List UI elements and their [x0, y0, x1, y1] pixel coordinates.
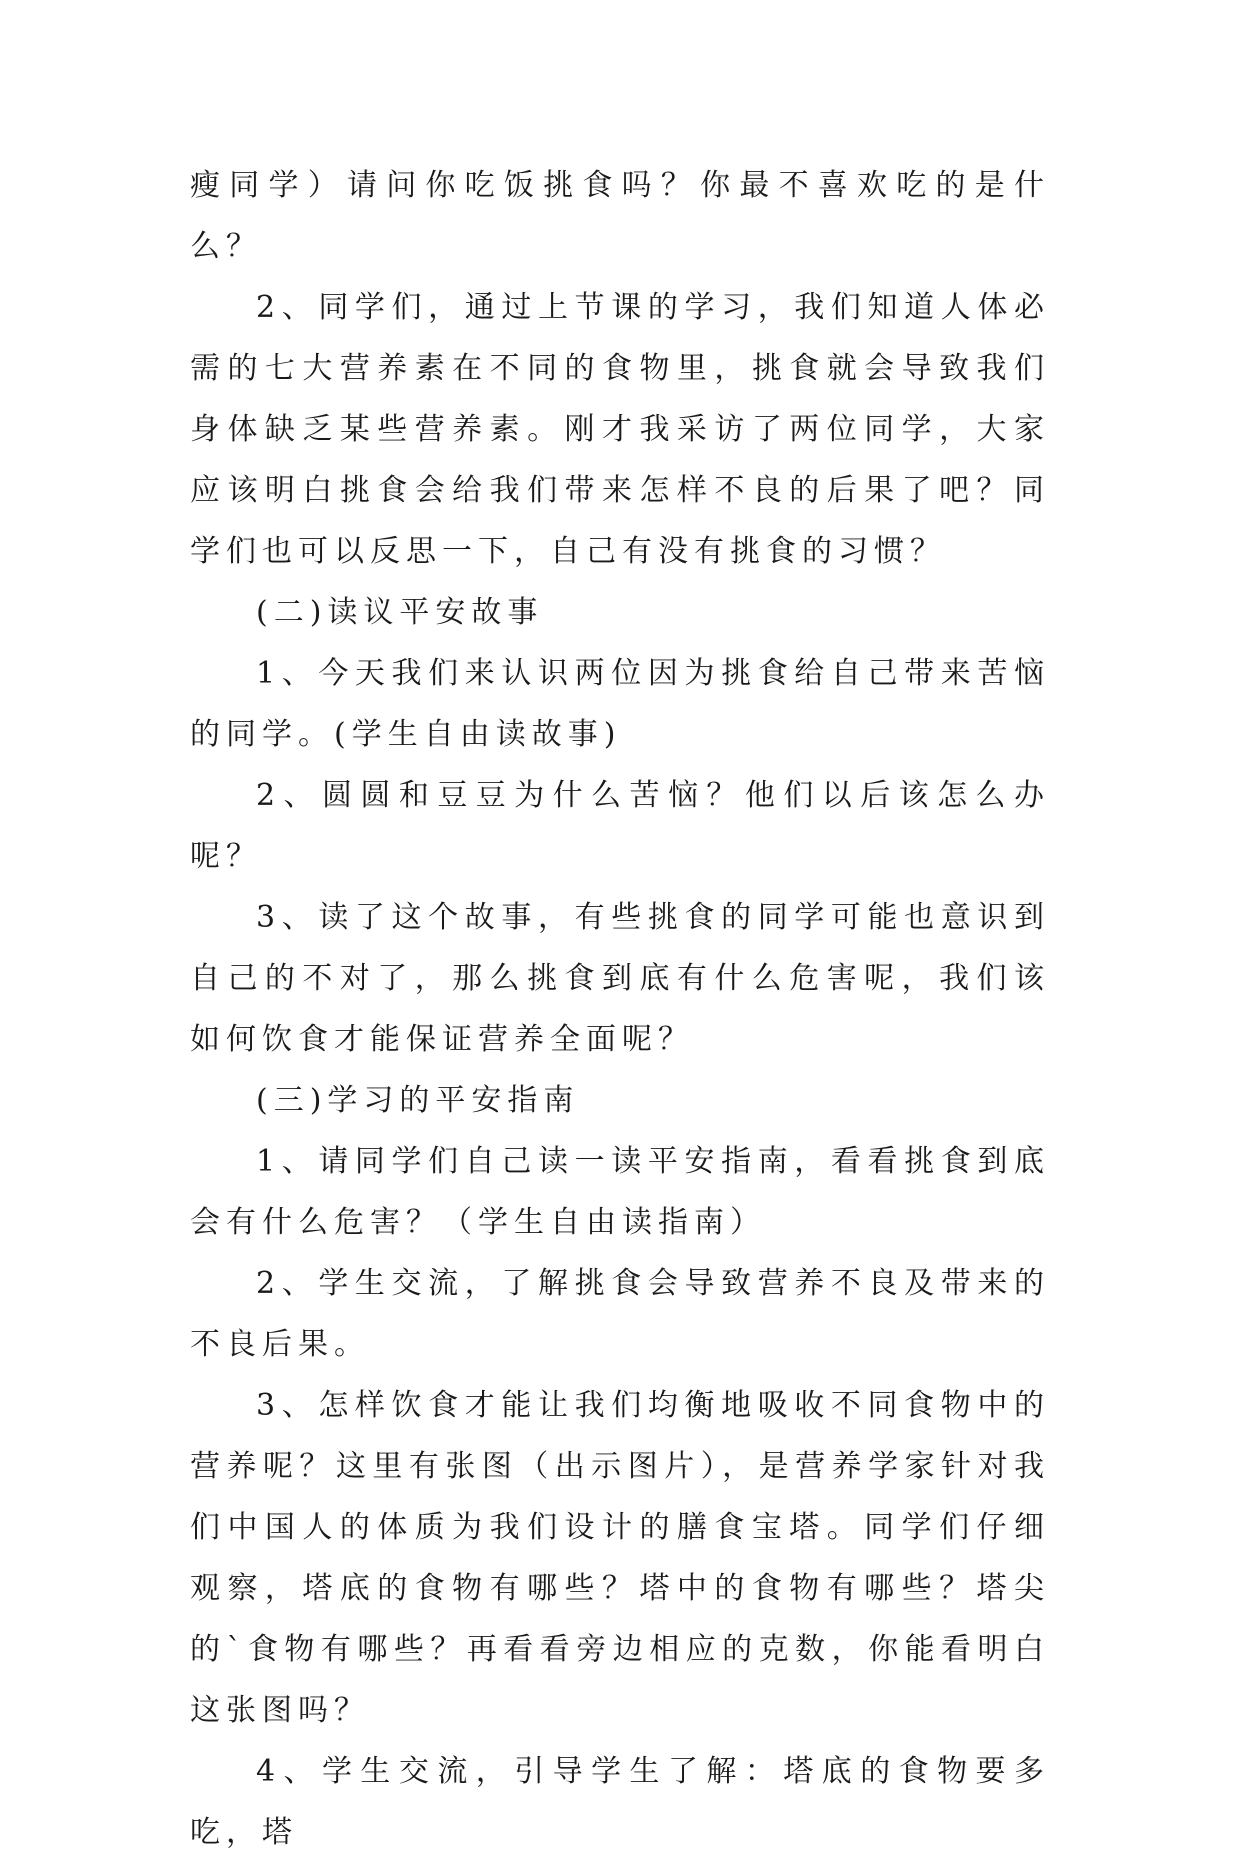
document-body: [190, 155, 1050, 1863]
paragraph: 2、同学们，通过上节课的学习，我们知道人体必需的七大营养素在不同的食物里，挑食就会导致我们身体缺乏某些营养素。刚才我采访了两位同学，大家应该明白挑食会给我们带来怎样不良的后果了吧？同学们也可以反思一下，自己有没有挑食的习惯？: [190, 290, 1050, 569]
section-heading: (二)读议平安故事: [256, 595, 544, 630]
paragraph: 1、今天我们来认识两位因为挑食给自己带来苦恼的同学。(学生自由读故事): [190, 656, 1050, 752]
paragraph: 3、读了这个故事，有些挑食的同学可能也意识到自己的不对了，那么挑食到底有什么危害呢，我们该如何饮食才能保证营养全面呢？: [190, 900, 1050, 1057]
section-heading: (三)学习的平安指南: [256, 1083, 580, 1118]
paragraph: 4、学生交流，引导学生了解：塔底的食物要多吃，塔: [190, 1754, 1050, 1850]
paragraph: 1、请同学们自己读一读平安指南，看看挑食到底会有什么危害？（学生自由读指南）: [190, 1144, 1050, 1240]
paragraph: 3、怎样饮食才能让我们均衡地吸收不同食物中的营养呢？这里有张图（出示图片），是营养学家针对我们中国人的体质为我们设计的膳食宝塔。同学们仔细观察，塔底的食物有哪些？塔中的食物有哪些？塔尖的`食物有哪些？再看看旁边相应的克数，你能看明白这张图吗？: [190, 1388, 1050, 1728]
paragraph: 2、圆圆和豆豆为什么苦恼？他们以后该怎么办呢？: [190, 778, 1050, 874]
paragraph: 2、学生交流，了解挑食会导致营养不良及带来的不良后果。: [190, 1266, 1050, 1362]
paragraph: 瘦同学）请问你吃饭挑食吗？你最不喜欢吃的是什么？: [190, 168, 1050, 264]
